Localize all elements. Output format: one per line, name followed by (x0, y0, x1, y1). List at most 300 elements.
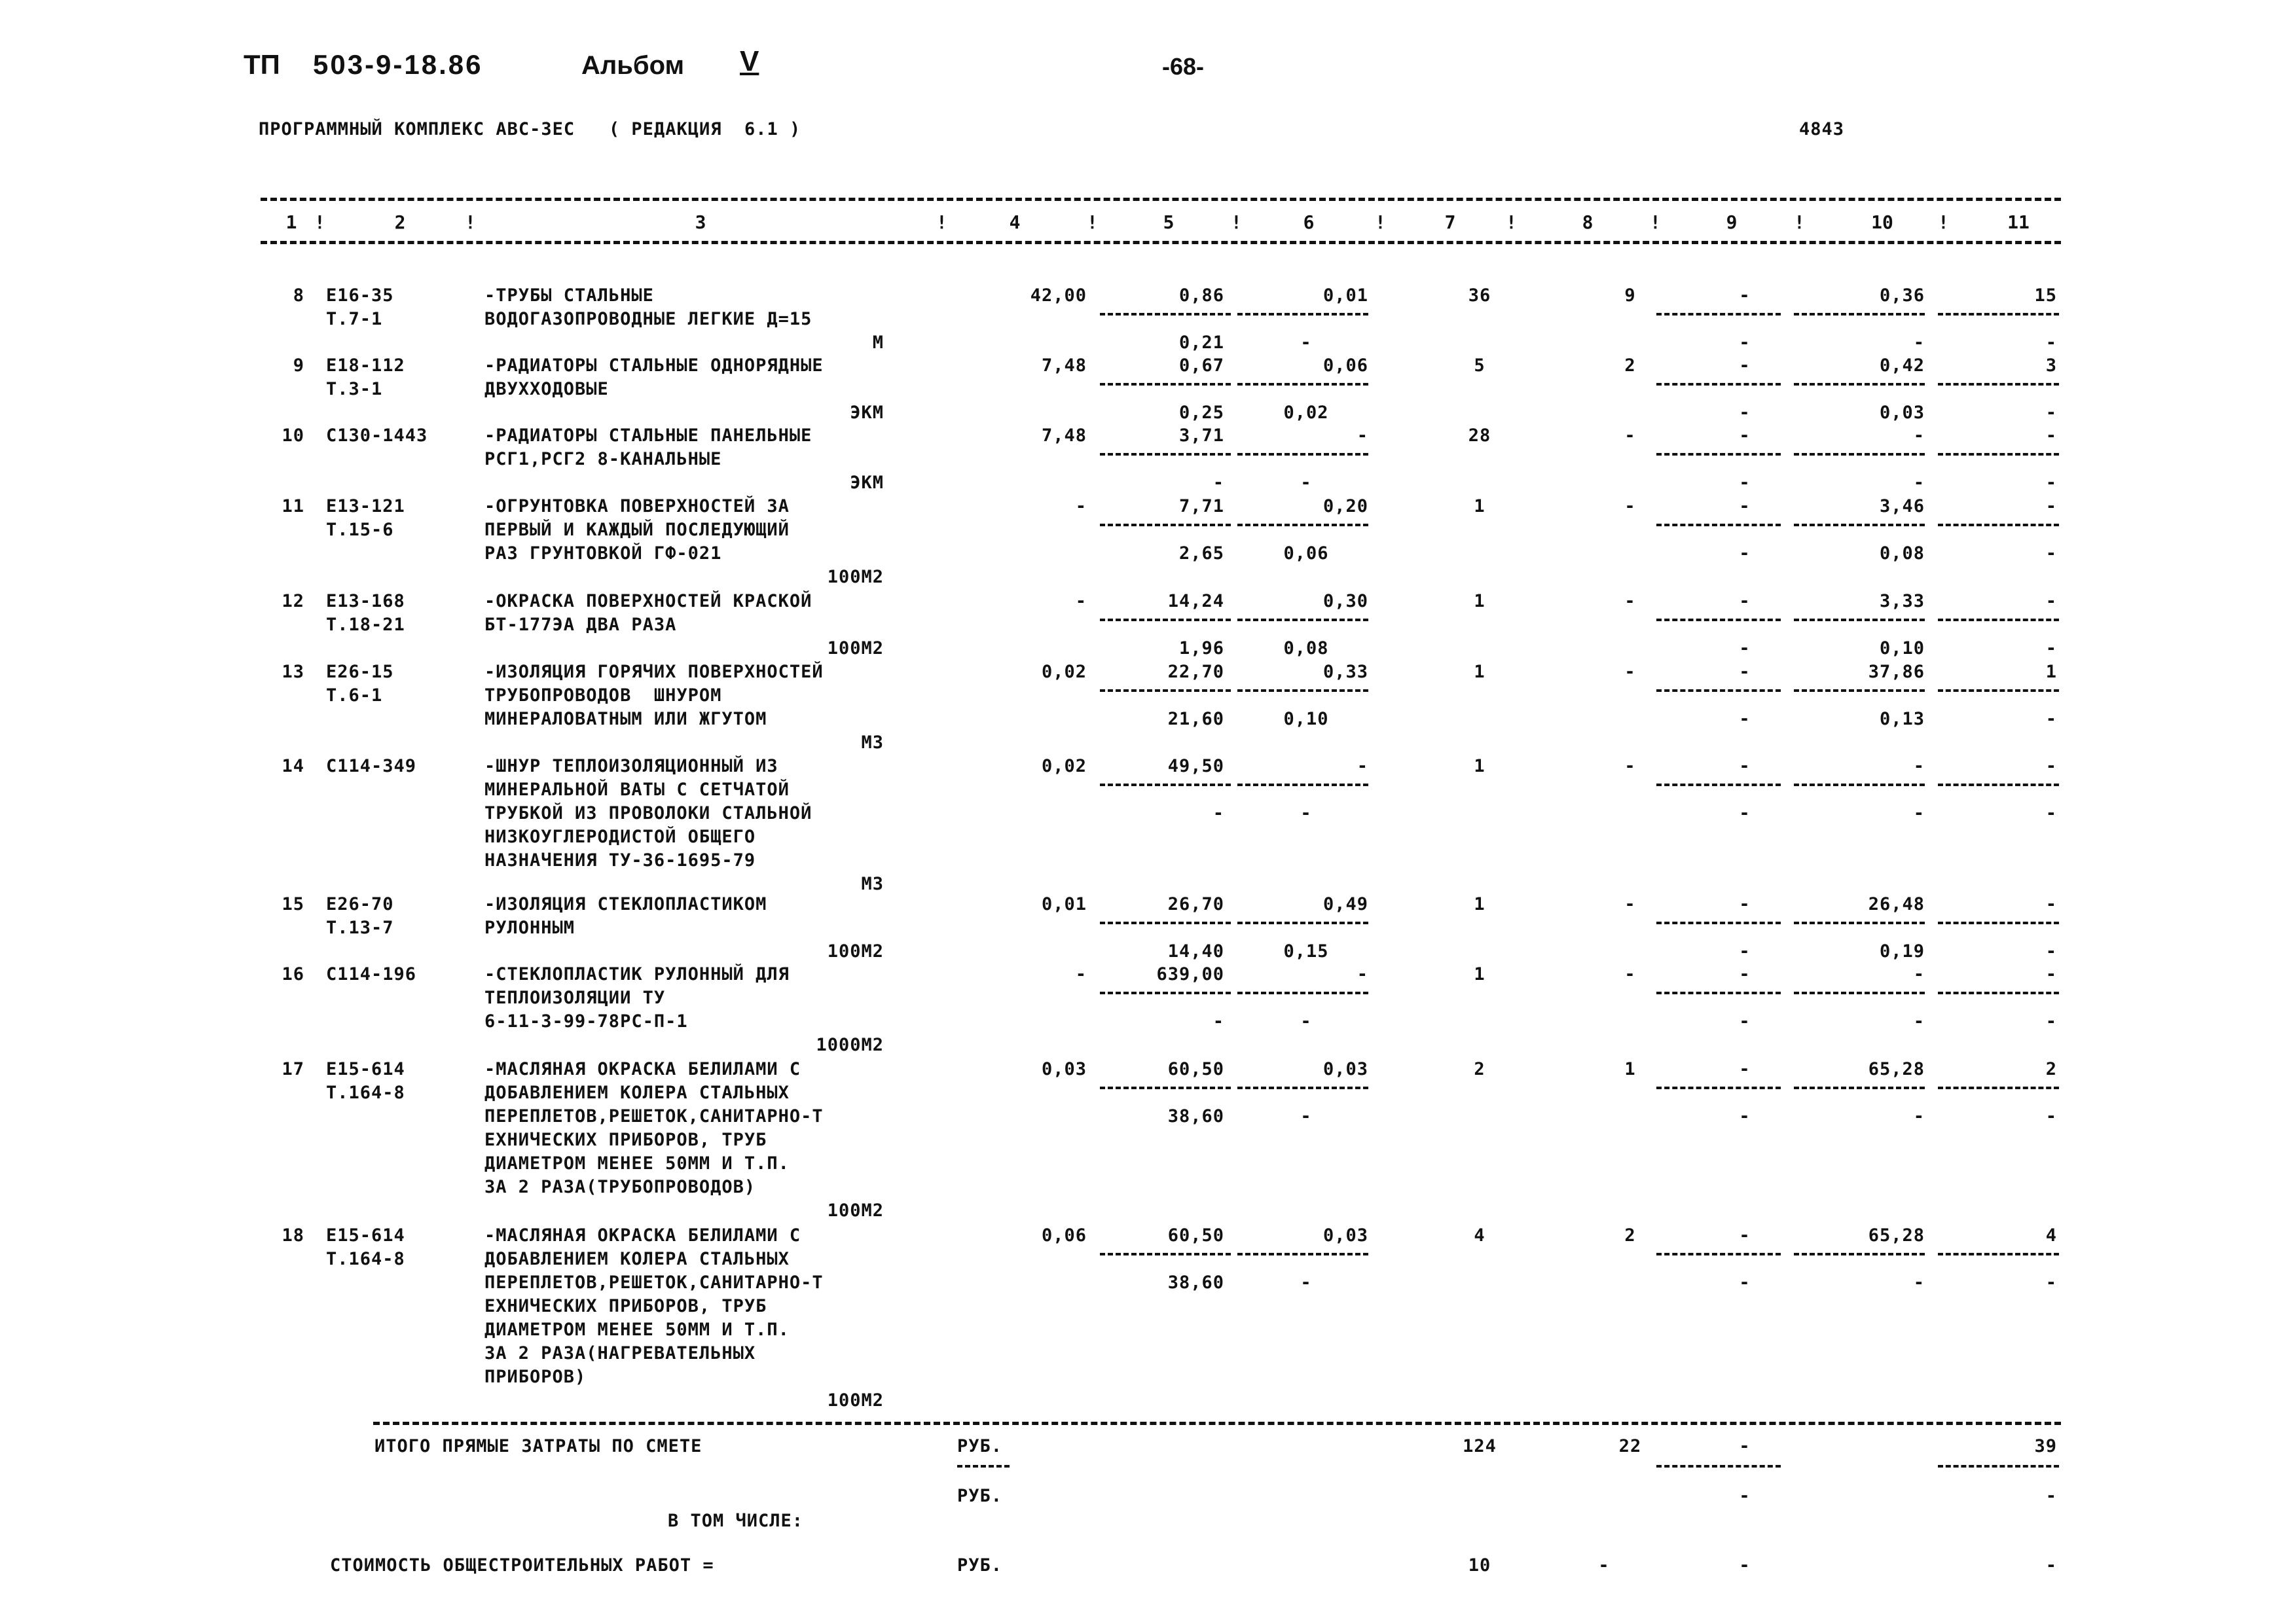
row-col11-rule (1938, 1253, 2059, 1255)
column-separator: ! (314, 211, 325, 233)
row-col6-top: 0,03 (1322, 1225, 1368, 1246)
row-col9-bottom: - (1739, 543, 1751, 564)
column-number-7: 7 (1444, 211, 1456, 233)
row-table-ref: Т.3-1 (326, 379, 383, 399)
row-col5-bottom: 0,25 (1178, 403, 1224, 423)
row-col11-bottom: - (2045, 1106, 2057, 1127)
row-col9-rule (1656, 383, 1781, 386)
row-description-line: ТРУБКОЙ ИЗ ПРОВОЛОКИ СТАЛЬНОЙ (484, 803, 812, 823)
row-col11-bottom: - (2045, 473, 2057, 493)
row-col10-top: - (1913, 964, 1925, 984)
row-col9-rule (1656, 992, 1781, 994)
totals-col9-rule (1656, 1465, 1781, 1468)
row-description-line: ПРИБОРОВ) (484, 1367, 587, 1387)
row-col6-rule (1237, 383, 1368, 386)
row-col7: 1 (1474, 894, 1485, 914)
tp-label: ТП (244, 49, 280, 80)
in-that-label: В ТОМ ЧИСЛЕ: (668, 1511, 804, 1531)
row-code: Е15-614 (326, 1225, 405, 1246)
row-col5-bottom: - (1212, 1011, 1224, 1032)
row-col6-rule (1237, 453, 1368, 456)
row-col11-rule (1938, 784, 2059, 786)
row-number: 8 (293, 285, 304, 306)
row-description-line: ДИАМЕТРОМ МЕНЕЕ 50ММ И Т.П. (484, 1320, 790, 1340)
general-col8: - (1598, 1555, 1610, 1576)
row-col5-top: 639,00 (1156, 964, 1224, 984)
totals-col11b: - (2045, 1486, 2057, 1506)
column-separator: ! (1506, 211, 1517, 233)
row-col10-rule (1794, 383, 1925, 386)
row-col10-top: 3,46 (1879, 496, 1925, 516)
row-unit: 100М2 (827, 1200, 884, 1221)
row-unit: М (872, 333, 884, 353)
row-unit: 100М2 (827, 941, 884, 962)
row-col11-top: 3 (2045, 355, 2057, 376)
row-col10-top: - (1913, 756, 1925, 776)
row-col9-top: - (1739, 756, 1751, 776)
row-table-ref: Т.13-7 (326, 918, 394, 938)
row-col4: - (1075, 496, 1087, 516)
row-description-line: ДВУХХОДОВЫЕ (484, 379, 609, 399)
row-col11-bottom: - (2045, 638, 2057, 659)
general-col7: 10 (1468, 1555, 1491, 1576)
row-description-line: МИНЕРАЛЬНОЙ ВАТЫ С СЕТЧАТОЙ (484, 780, 790, 800)
row-col10-top: 0,42 (1879, 355, 1925, 376)
row-col11-top: 15 (2034, 285, 2057, 306)
row-code: Е13-121 (326, 496, 405, 516)
row-col6-rule (1237, 922, 1368, 924)
row-col11-rule (1938, 992, 2059, 994)
column-separator: ! (1231, 211, 1242, 233)
column-separator: ! (1794, 211, 1805, 233)
general-works-unit: РУБ. (957, 1555, 1003, 1576)
general-works-label: СТОИМОСТЬ ОБЩЕСТРОИТЕЛЬНЫХ РАБОТ = (330, 1555, 714, 1576)
row-col8: 2 (1624, 355, 1636, 376)
row-col11-top: - (2045, 964, 2057, 984)
row-col11-top: - (2045, 894, 2057, 914)
row-col11-bottom: - (2045, 941, 2057, 962)
row-col5-rule (1100, 922, 1231, 924)
row-col9-bottom: - (1739, 638, 1751, 659)
row-col8: - (1624, 496, 1636, 516)
row-unit: 100М2 (827, 567, 884, 587)
row-description-line: 6-11-3-99-78РС-П-1 (484, 1011, 688, 1032)
row-code: Е13-168 (326, 591, 405, 611)
row-col6-bottom: 0,10 (1283, 709, 1329, 729)
row-col7: 1 (1474, 756, 1485, 776)
row-col6-bottom: - (1300, 333, 1312, 353)
totals-col9a: - (1739, 1436, 1751, 1456)
row-description-line: ЗА 2 РАЗА(ТРУБОПРОВОДОВ) (484, 1177, 756, 1197)
row-col9-top: - (1739, 1225, 1751, 1246)
row-col7: 28 (1468, 425, 1491, 446)
column-number-10: 10 (1871, 211, 1893, 233)
row-description-line: ПЕРВЫЙ И КАЖДЫЙ ПОСЛЕДУЮЩИЙ (484, 520, 790, 540)
row-description-line: БТ-177ЭА ДВА РАЗА (484, 615, 677, 635)
row-description-line: ДОБАВЛЕНИЕМ КОЛЕРА СТАЛЬНЫХ (484, 1249, 790, 1269)
row-col11-rule (1938, 689, 2059, 692)
row-col10-rule (1794, 922, 1925, 924)
row-col9-bottom: - (1739, 1106, 1751, 1127)
row-col5-bottom: 21,60 (1167, 709, 1224, 729)
row-description-line: НИЗКОУГЛЕРОДИСТОЙ ОБЩЕГО (484, 827, 756, 847)
row-col5-rule (1100, 1253, 1231, 1255)
column-separator: ! (1375, 211, 1386, 233)
row-description-line: ПЕРЕПЛЕТОВ,РЕШЕТОК,САНИТАРНО-Т (484, 1106, 824, 1127)
row-col6-bottom: - (1300, 803, 1312, 823)
row-col4: 7,48 (1041, 355, 1087, 376)
row-col9-bottom: - (1739, 1011, 1751, 1032)
row-col6-top: - (1357, 964, 1368, 984)
column-separator: ! (936, 211, 947, 233)
row-col10-bottom: 0,13 (1879, 709, 1925, 729)
row-col9-top: - (1739, 662, 1751, 682)
row-number: 14 (282, 756, 304, 776)
row-unit: М3 (861, 732, 884, 753)
row-description-line: -РАДИАТОРЫ СТАЛЬНЫЕ ОДНОРЯДНЫЕ (484, 355, 824, 376)
row-col9-bottom: - (1739, 803, 1751, 823)
row-col10-bottom: 0,10 (1879, 638, 1925, 659)
row-col5-top: 60,50 (1167, 1225, 1224, 1246)
row-table-ref: Т.18-21 (326, 615, 405, 635)
row-col9-top: - (1739, 894, 1751, 914)
totals-unit-1: РУБ. (957, 1436, 1003, 1456)
row-col11-top: - (2045, 425, 2057, 446)
row-col9-top: - (1739, 591, 1751, 611)
row-col7: 4 (1474, 1225, 1485, 1246)
row-col5-bottom: 2,65 (1178, 543, 1224, 564)
totals-col9b: - (1739, 1486, 1751, 1506)
row-col11-top: 4 (2045, 1225, 2057, 1246)
row-code: Е26-70 (326, 894, 394, 914)
column-number-1: 1 (285, 211, 297, 233)
totals-unit-2: РУБ. (957, 1486, 1003, 1506)
row-col6-rule (1237, 784, 1368, 786)
row-col11-top: - (2045, 756, 2057, 776)
row-table-ref: Т.6-1 (326, 685, 383, 706)
row-col11-rule (1938, 313, 2059, 316)
row-col6-top: 0,06 (1322, 355, 1368, 376)
row-col6-top: 0,03 (1322, 1059, 1368, 1079)
row-col11-rule (1938, 1087, 2059, 1089)
row-col10-bottom: - (1913, 1011, 1925, 1032)
row-col6-rule (1237, 689, 1368, 692)
row-col11-top: - (2045, 496, 2057, 516)
row-col5-rule (1100, 1087, 1231, 1089)
row-col10-rule (1794, 524, 1925, 526)
row-col9-top: - (1739, 1059, 1751, 1079)
row-description-line: ЕХНИЧЕСКИХ ПРИБОРОВ, ТРУБ (484, 1130, 767, 1150)
row-description-line: ТРУБОПРОВОДОВ ШНУРОМ (484, 685, 722, 706)
row-col7: 1 (1474, 662, 1485, 682)
column-number-5: 5 (1163, 211, 1175, 233)
row-col10-bottom: - (1913, 1272, 1925, 1293)
row-col6-rule (1237, 1087, 1368, 1089)
row-col9-bottom: - (1739, 941, 1751, 962)
row-col6-rule (1237, 619, 1368, 621)
row-col11-bottom: - (2045, 543, 2057, 564)
row-col10-top: 65,28 (1868, 1059, 1925, 1079)
row-description-line: РАЗ ГРУНТОВКОЙ ГФ-021 (484, 543, 722, 564)
row-col6-rule (1237, 1253, 1368, 1255)
album-label: Альбом (581, 51, 685, 80)
row-col5-rule (1100, 689, 1231, 692)
row-col8: - (1624, 964, 1636, 984)
row-col7: 1 (1474, 591, 1485, 611)
row-col10-bottom: 0,19 (1879, 941, 1925, 962)
row-col9-rule (1656, 524, 1781, 526)
row-table-ref: Т.7-1 (326, 309, 383, 329)
row-col8: 9 (1624, 285, 1636, 306)
row-col10-rule (1794, 313, 1925, 316)
row-description-line: ЕХНИЧЕСКИХ ПРИБОРОВ, ТРУБ (484, 1296, 767, 1316)
row-unit: 1000М2 (816, 1035, 884, 1055)
row-col10-rule (1794, 1087, 1925, 1089)
row-unit: 100М2 (827, 1390, 884, 1411)
row-col8: - (1624, 756, 1636, 776)
row-col11-rule (1938, 619, 2059, 621)
row-col5-bottom: - (1212, 803, 1224, 823)
row-unit: ЭКМ (850, 403, 884, 423)
column-separator: ! (1650, 211, 1661, 233)
row-col5-bottom: 14,40 (1167, 941, 1224, 962)
row-col11-top: - (2045, 591, 2057, 611)
row-col5-top: 0,67 (1178, 355, 1224, 376)
row-code: Е15-614 (326, 1059, 405, 1079)
row-col10-top: 0,36 (1879, 285, 1925, 306)
row-col10-rule (1794, 453, 1925, 456)
totals-rule (373, 1422, 2061, 1425)
row-col6-bottom: - (1300, 473, 1312, 493)
row-description-line: ПЕРЕПЛЕТОВ,РЕШЕТОК,САНИТАРНО-Т (484, 1272, 824, 1293)
row-col5-top: 0,86 (1178, 285, 1224, 306)
row-col7: 1 (1474, 496, 1485, 516)
row-number: 9 (293, 355, 304, 376)
row-col6-bottom: 0,15 (1283, 941, 1329, 962)
totals-col8: 22 (1618, 1436, 1642, 1456)
row-unit: М3 (861, 874, 884, 894)
row-col9-bottom: - (1739, 1272, 1751, 1293)
row-col7: 5 (1474, 355, 1485, 376)
row-col5-bottom: - (1212, 473, 1224, 493)
row-col10-top: 65,28 (1868, 1225, 1925, 1246)
row-description-line: НАЗНАЧЕНИЯ ТУ-36-1695-79 (484, 850, 756, 871)
row-col8: - (1624, 591, 1636, 611)
row-col9-top: - (1739, 285, 1751, 306)
row-col11-bottom: - (2045, 709, 2057, 729)
row-col11-bottom: - (2045, 803, 2057, 823)
row-col5-rule (1100, 383, 1231, 386)
row-col10-rule (1794, 689, 1925, 692)
row-col5-rule (1100, 619, 1231, 621)
row-number: 10 (282, 425, 304, 446)
row-col8: 2 (1624, 1225, 1636, 1246)
row-description-line: -МАСЛЯНАЯ ОКРАСКА БЕЛИЛАМИ С (484, 1059, 801, 1079)
row-col10-bottom: 0,08 (1879, 543, 1925, 564)
row-code: Е26-15 (326, 662, 394, 682)
header-top-rule (261, 198, 2061, 201)
row-col4: 0,03 (1041, 1059, 1087, 1079)
row-col6-top: 0,20 (1322, 496, 1368, 516)
row-col11-top: 2 (2045, 1059, 2057, 1079)
row-col10-rule (1794, 1253, 1925, 1255)
row-col9-bottom: - (1739, 473, 1751, 493)
row-col10-rule (1794, 784, 1925, 786)
row-code: С114-349 (326, 756, 417, 776)
row-description-line: ЗА 2 РАЗА(НАГРЕВАТЕЛЬНЫХ (484, 1343, 756, 1363)
totals-unit-rule (957, 1465, 1010, 1468)
row-col9-top: - (1739, 496, 1751, 516)
row-unit: 100М2 (827, 638, 884, 659)
row-table-ref: Т.164-8 (326, 1083, 405, 1103)
row-col9-bottom: - (1739, 333, 1751, 353)
row-description-line: РУЛОННЫМ (484, 918, 575, 938)
row-col7: 2 (1474, 1059, 1485, 1079)
row-number: 15 (282, 894, 304, 914)
row-col5-rule (1100, 524, 1231, 526)
row-col5-bottom: 1,96 (1178, 638, 1224, 659)
row-col6-top: 0,33 (1322, 662, 1368, 682)
row-col11-rule (1938, 453, 2059, 456)
general-col9: - (1739, 1555, 1751, 1576)
row-col10-top: 3,33 (1879, 591, 1925, 611)
row-col11-bottom: - (2045, 403, 2057, 423)
row-number: 17 (282, 1059, 304, 1079)
row-col11-rule (1938, 922, 2059, 924)
row-description-line: ДОБАВЛЕНИЕМ КОЛЕРА СТАЛЬНЫХ (484, 1083, 790, 1103)
row-col10-bottom: - (1913, 803, 1925, 823)
row-code: Е18-112 (326, 355, 405, 376)
row-col11-bottom: - (2045, 333, 2057, 353)
row-col10-bottom: - (1913, 473, 1925, 493)
project-code: 503-9-18.86 (313, 49, 483, 80)
row-col6-top: - (1357, 425, 1368, 446)
row-col4: 42,00 (1030, 285, 1087, 306)
row-col5-bottom: 38,60 (1167, 1272, 1224, 1293)
page-number: -68- (1162, 53, 1205, 80)
row-col9-bottom: - (1739, 403, 1751, 423)
row-col7: 36 (1468, 285, 1491, 306)
row-description-line: -ИЗОЛЯЦИЯ СТЕКЛОПЛАСТИКОМ (484, 894, 767, 914)
column-number-4: 4 (1009, 211, 1021, 233)
row-col10-bottom: - (1913, 1106, 1925, 1127)
row-description-line: -МАСЛЯНАЯ ОКРАСКА БЕЛИЛАМИ С (484, 1225, 801, 1246)
row-number: 11 (282, 496, 304, 516)
row-col5-bottom: 0,21 (1178, 333, 1224, 353)
row-col9-rule (1656, 619, 1781, 621)
row-col9-top: - (1739, 964, 1751, 984)
row-col6-bottom: 0,08 (1283, 638, 1329, 659)
row-col9-top: - (1739, 425, 1751, 446)
row-col10-top: - (1913, 425, 1925, 446)
row-code: С130-1443 (326, 425, 428, 446)
row-col10-top: 37,86 (1868, 662, 1925, 682)
row-unit: ЭКМ (850, 473, 884, 493)
row-col5-rule (1100, 992, 1231, 994)
row-description-line: -ИЗОЛЯЦИЯ ГОРЯЧИХ ПОВЕРХНОСТЕЙ (484, 662, 824, 682)
row-col5-top: 3,71 (1178, 425, 1224, 446)
row-number: 13 (282, 662, 304, 682)
row-col5-top: 60,50 (1167, 1059, 1224, 1079)
row-col6-rule (1237, 992, 1368, 994)
row-col8: 1 (1624, 1059, 1636, 1079)
row-description-line: РСГ1,РСГ2 8-КАНАЛЬНЫЕ (484, 449, 722, 469)
row-col11-rule (1938, 383, 2059, 386)
row-description-line: -ОГРУНТОВКА ПОВЕРХНОСТЕЙ ЗА (484, 496, 790, 516)
row-code: С114-196 (326, 964, 417, 984)
row-col4: - (1075, 591, 1087, 611)
row-col5-rule (1100, 453, 1231, 456)
row-col4: - (1075, 964, 1087, 984)
column-number-8: 8 (1582, 211, 1594, 233)
row-col5-rule (1100, 313, 1231, 316)
row-col6-bottom: - (1300, 1011, 1312, 1032)
row-col9-rule (1656, 1087, 1781, 1089)
row-number: 18 (282, 1225, 304, 1246)
row-col9-rule (1656, 784, 1781, 786)
column-number-11: 11 (2007, 211, 2030, 233)
row-code: Е16-35 (326, 285, 394, 306)
totals-col7: 124 (1463, 1436, 1497, 1456)
row-col9-rule (1656, 689, 1781, 692)
column-separator: ! (1087, 211, 1098, 233)
row-col11-bottom: - (2045, 1011, 2057, 1032)
column-number-9: 9 (1726, 211, 1738, 233)
column-number-2: 2 (394, 211, 406, 233)
row-col9-top: - (1739, 355, 1751, 376)
album-number: V (740, 45, 759, 77)
row-col10-bottom: - (1913, 333, 1925, 353)
row-col10-top: 26,48 (1868, 894, 1925, 914)
totals-label: ИТОГО ПРЯМЫЕ ЗАТРАТЫ ПО СМЕТЕ (374, 1436, 702, 1456)
row-col8: - (1624, 894, 1636, 914)
row-col5-top: 26,70 (1167, 894, 1224, 914)
row-col5-top: 22,70 (1167, 662, 1224, 682)
row-col10-bottom: 0,03 (1879, 403, 1925, 423)
row-col9-rule (1656, 922, 1781, 924)
program-line: ПРОГРАММНЫЙ КОМПЛЕКС АВС-3ЕС ( РЕДАКЦИЯ 6.1 ) (259, 119, 801, 139)
column-separator: ! (465, 211, 476, 233)
row-description-line: -ТРУБЫ СТАЛЬНЫЕ (484, 285, 654, 306)
row-col6-bottom: - (1300, 1106, 1312, 1127)
row-col5-top: 49,50 (1167, 756, 1224, 776)
totals-col11a: 39 (2034, 1436, 2057, 1456)
row-col4: 0,02 (1041, 662, 1087, 682)
row-col6-rule (1237, 524, 1368, 526)
document-number: 4843 (1799, 119, 1845, 139)
row-col6-top: 0,49 (1322, 894, 1368, 914)
totals-col11-rule (1938, 1465, 2059, 1468)
row-description-line: -ОКРАСКА ПОВЕРХНОСТЕЙ КРАСКОЙ (484, 591, 812, 611)
header-bottom-rule (261, 241, 2061, 244)
row-col6-top: 0,30 (1322, 591, 1368, 611)
row-col8: - (1624, 662, 1636, 682)
row-col5-bottom: 38,60 (1167, 1106, 1224, 1127)
row-col10-rule (1794, 992, 1925, 994)
row-table-ref: Т.164-8 (326, 1249, 405, 1269)
row-description-line: ТЕПЛОИЗОЛЯЦИИ ТУ (484, 988, 666, 1008)
row-col11-rule (1938, 524, 2059, 526)
row-col6-bottom: 0,02 (1283, 403, 1329, 423)
row-col6-bottom: - (1300, 1272, 1312, 1293)
general-col11: - (2045, 1555, 2057, 1576)
row-number: 16 (282, 964, 304, 984)
row-col4: 0,06 (1041, 1225, 1087, 1246)
row-col9-bottom: - (1739, 709, 1751, 729)
row-description-line: МИНЕРАЛОВАТНЫМ ИЛИ ЖГУТОМ (484, 709, 767, 729)
row-col5-top: 7,71 (1178, 496, 1224, 516)
row-description-line: -РАДИАТОРЫ СТАЛЬНЫЕ ПАНЕЛЬНЫЕ (484, 425, 812, 446)
